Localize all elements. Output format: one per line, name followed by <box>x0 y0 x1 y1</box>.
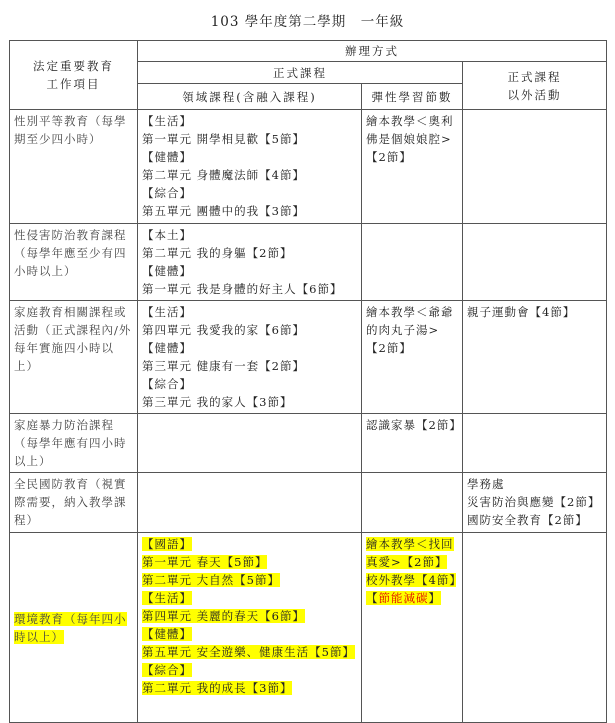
domain-line: 【生活】 <box>142 114 192 128</box>
row-topic: 性侵害防治教育課程（每學年應至少有四小時以上） <box>10 224 138 301</box>
header-flexible: 彈性學習節數 <box>362 84 463 110</box>
topic-highlight: 環境教育（每年四小時以上） <box>14 611 127 644</box>
domain-line: 【健體】 <box>142 341 192 355</box>
row-flexible-cell <box>362 533 463 723</box>
domain-line: 第四單元 我愛我的家【6節】 <box>142 323 305 337</box>
header-extra-line1: 正式課程 <box>507 69 562 84</box>
domain-line: 【綜合】 <box>142 663 192 677</box>
domain-line: 第五單元 團體中的我【3節】 <box>142 204 305 218</box>
row-flexible-cell <box>362 473 463 533</box>
domain-line: 第五單元 安全遊樂、健康生活【5節】 <box>142 645 355 659</box>
row-extra-cell <box>463 414 607 473</box>
domain-line: 第二單元 我的成長【3節】 <box>142 681 293 695</box>
row-extra-cell <box>463 224 607 301</box>
domain-line: 第四單元 美麗的春天【6節】 <box>142 609 305 623</box>
row-domain-cell <box>138 533 362 723</box>
row-topic: 性別平等教育（每學期至少四小時） <box>10 110 138 224</box>
flexible-red-text: 節能減碳 <box>378 591 429 605</box>
domain-line: 第三單元 健康有一套【2節】 <box>142 359 305 373</box>
domain-line: 第三單元 我的家人【3節】 <box>142 395 293 409</box>
page-title: 103 學年度第二學期 一年級 <box>210 14 405 30</box>
row-flexible-cell: 認識家暴【2節】 <box>362 414 463 473</box>
domain-line: 【生活】 <box>142 591 192 605</box>
header-method: 辦理方式 <box>138 41 607 62</box>
domain-line: 【健體】 <box>142 264 192 278</box>
header-formal: 正式課程 <box>138 62 463 84</box>
domain-line: 【健體】 <box>142 627 192 641</box>
domain-line: 【生活】 <box>142 305 192 319</box>
header-extra-line2: 以外活動 <box>507 87 562 102</box>
domain-line: 第二單元 大自然【5節】 <box>142 573 280 587</box>
row-topic: 家庭暴力防治課程（每學年應有四小時以上） <box>10 414 138 473</box>
row-domain-cell <box>138 301 362 414</box>
curriculum-table <box>9 40 607 723</box>
row-flexible-cell: 繪本教學＜爺爺的肉丸子湯>【2節】 <box>362 301 463 414</box>
row-topic <box>10 533 138 723</box>
header-topic-line1: 法定重要教育 <box>33 59 114 73</box>
domain-line: 第二單元 身體魔法師【4節】 <box>142 168 305 182</box>
domain-line: 第一單元 我是身體的好主人【6節】 <box>142 282 343 296</box>
extra-line: 學務處 <box>467 477 505 491</box>
header-topic-cell <box>10 41 138 110</box>
extra-line: 災害防治與應變【2節】 <box>467 495 601 509</box>
flexible-highlight-2: 校外教學【4節】【 <box>366 573 457 605</box>
header-domain: 領域課程(含融入課程) <box>138 84 362 110</box>
header-topic-line2: 工作項目 <box>46 77 101 91</box>
row-extra-cell <box>463 110 607 224</box>
row-domain-cell <box>138 224 362 301</box>
domain-line: 第二單元 我的身軀【2節】 <box>142 246 293 260</box>
row-flexible-cell: 繪本教學＜奧利佛是個娘娘腔>【2節】 <box>362 110 463 224</box>
domain-line: 第一單元 開學相見歡【5節】 <box>142 132 305 146</box>
row-topic: 家庭教育相關課程或活動（正式課程內/外每年實施四小時以上） <box>10 301 138 414</box>
domain-line: 【國語】 <box>142 537 192 551</box>
domain-line: 【健體】 <box>142 150 192 164</box>
row-domain-cell <box>138 414 362 473</box>
domain-line: 【綜合】 <box>142 377 192 391</box>
flexible-highlight-3: 】 <box>428 591 441 605</box>
domain-line: 【本土】 <box>142 228 192 242</box>
row-extra-cell: 親子運動會【4節】 <box>463 301 607 414</box>
domain-line: 第一單元 春天【5節】 <box>142 555 268 569</box>
row-topic: 全民國防教育（視實際需要，納入教學課程） <box>10 473 138 533</box>
domain-line: 【綜合】 <box>142 186 192 200</box>
row-extra-cell <box>463 533 607 723</box>
row-flexible-cell <box>362 224 463 301</box>
row-extra-cell <box>463 473 607 533</box>
row-domain-cell <box>138 110 362 224</box>
row-domain-cell <box>138 473 362 533</box>
extra-line: 國防安全教育【2節】 <box>467 513 588 527</box>
flexible-highlight-1: 繪本教學＜找回真愛>【2節】 <box>366 537 454 569</box>
header-extra-cell <box>463 62 607 110</box>
